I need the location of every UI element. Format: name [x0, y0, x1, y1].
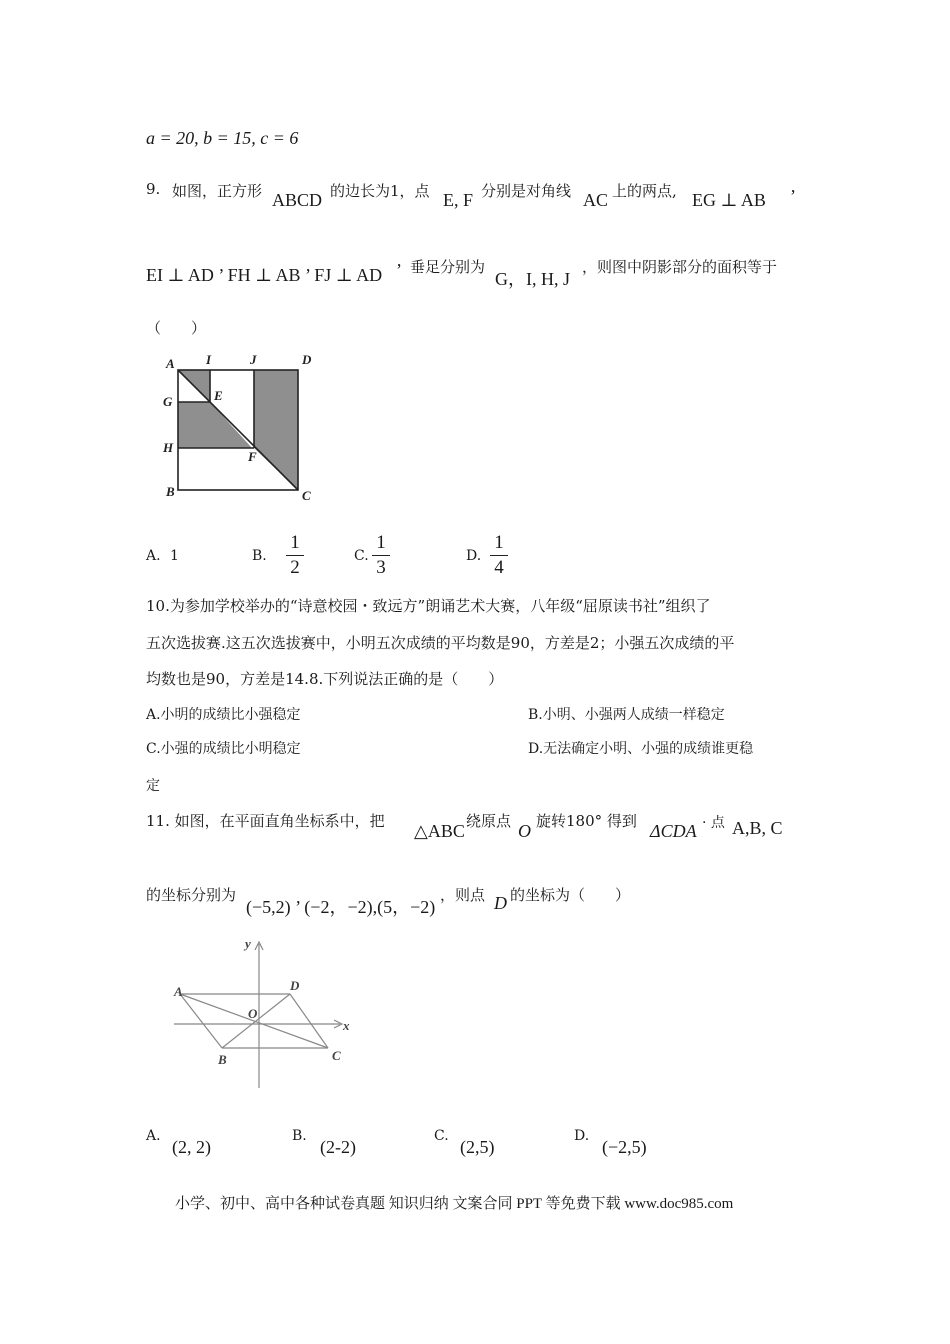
q9-text-3: 分别是对角线: [481, 182, 572, 200]
q11-option-a-value: (2, 2): [172, 1137, 211, 1157]
q11-text-6: ，则点: [440, 886, 486, 904]
q9-math-abcd: ABCD: [272, 190, 323, 210]
label-j: J: [250, 352, 257, 367]
label-h: H: [163, 440, 174, 455]
label-x-axis: x: [343, 1018, 350, 1033]
q10-option-d-continued: 定: [146, 778, 160, 794]
label-b: B: [166, 484, 175, 499]
q11-math-cda: ΔCDA: [650, 821, 697, 841]
label-a: A: [174, 984, 183, 999]
q9-option-c-label: C.: [354, 548, 369, 564]
shaded-region-jdcf: [254, 370, 298, 490]
q9-text-4: 上的两点,: [612, 182, 677, 200]
q9-math-ghij: G，I, H, J: [495, 269, 570, 289]
q9-math-ac: AC: [583, 190, 609, 210]
segment-dc: [290, 994, 328, 1048]
label-c: C: [332, 1048, 341, 1063]
q11-math-o: O: [518, 821, 531, 841]
q11-option-c-label: C.: [434, 1128, 449, 1144]
q11-math-d: D: [494, 893, 507, 913]
q9-text-2: 的边长为1，点: [330, 182, 430, 200]
q10-line-3: 均数也是90，方差是14.8.下列说法正确的是（ ）: [146, 670, 504, 688]
q9-option-d-fraction: 1 4: [490, 533, 508, 578]
q9-option-d-label: D.: [466, 548, 482, 564]
q9-separator-2: ’: [396, 260, 402, 280]
q11-option-d-value: (−2,5): [602, 1137, 647, 1157]
label-e: E: [214, 388, 223, 403]
q11-math-abc-points: A,B, C: [732, 818, 783, 838]
segment-bd: [222, 994, 290, 1048]
q11-text-2: 绕原点: [466, 812, 512, 830]
q11-option-a-label: A.: [146, 1128, 161, 1144]
previous-answer: a = 20, b = 15, c = 6: [146, 128, 299, 148]
q10-line-1: 10.为参加学校举办的“诗意校园・致远方”朗诵艺术大赛，八年级“屈原读书社”组织了: [146, 597, 711, 615]
q11-math-abc: △ABC: [414, 821, 465, 841]
q9-number: 9.: [146, 180, 161, 198]
label-f: F: [248, 449, 257, 464]
q11-math-coords: (−5,2) ’ (−2，−2),(5，−2): [246, 897, 436, 917]
q10-option-d: D.无法确定小明、小强的成绩谁更稳: [528, 741, 754, 757]
q11-option-c-value: (2,5): [460, 1137, 495, 1157]
q11-text-5: 的坐标分别为: [146, 886, 237, 904]
label-g: G: [163, 394, 173, 409]
q11-axes: [174, 942, 342, 1088]
segment-ac: [180, 994, 328, 1048]
q9-option-b-fraction: 1 2: [286, 533, 304, 578]
q9-text-1: 如图，正方形: [172, 182, 263, 200]
q10-line-2: 五次选拔赛.这五次选拔赛中，小明五次成绩的平均数是90，方差是2；小强五次成绩的平: [146, 634, 735, 652]
q9-option-a-label: A.: [146, 548, 161, 564]
q9-math-ef: E, F: [443, 190, 474, 210]
q9-math-line2: EI ⊥ AD ’ FH ⊥ AB ’ FJ ⊥ AD: [146, 265, 383, 285]
q9-option-c-fraction: 1 3: [372, 533, 390, 578]
q9-answer-paren: （ ）: [146, 319, 207, 337]
q11-option-d-label: D.: [574, 1128, 590, 1144]
label-d: D: [290, 978, 300, 993]
q11-coordinate-figure: [160, 930, 370, 1090]
q9-option-b-label: B.: [252, 548, 267, 564]
label-d: D: [302, 352, 312, 367]
q11-text-7: 的坐标为（ ）: [510, 886, 631, 904]
q9-separator-1: ’: [790, 186, 796, 206]
q9-option-a-value: 1: [170, 548, 179, 564]
label-b: B: [218, 1052, 227, 1067]
q10-option-a: A.小明的成绩比小强稳定: [146, 707, 301, 723]
label-o: O: [248, 1006, 258, 1021]
label-y-axis: y: [245, 936, 251, 951]
q11-option-b-value: (2-2): [320, 1137, 356, 1157]
q9-text-5: 垂足分别为: [410, 258, 486, 276]
q11-text-4: · 点: [702, 815, 725, 831]
q9-text-6: ，则图中阴影部分的面积等于: [582, 258, 778, 276]
q9-square-figure: [160, 348, 320, 506]
q11-text-3: 旋转180° 得到: [536, 812, 637, 830]
label-a: A: [166, 356, 175, 371]
q10-option-b: B.小明、小强两人成绩一样稳定: [528, 707, 725, 723]
q9-math-egab: EG ⊥ AB: [692, 190, 766, 210]
shaded-region-gefh: [178, 402, 252, 448]
label-c: C: [302, 488, 311, 503]
q11-text-1: 11. 如图，在平面直角坐标系中，把: [146, 812, 385, 830]
page-footer: 小学、初中、高中各种试卷真题 知识归纳 文案合同 PPT 等免费下载 www.doc985.com: [175, 1196, 734, 1212]
q11-option-b-label: B.: [292, 1128, 307, 1144]
q11-shapes: [180, 994, 328, 1048]
label-i: I: [206, 352, 212, 367]
q10-option-c: C.小强的成绩比小明稳定: [146, 741, 301, 757]
